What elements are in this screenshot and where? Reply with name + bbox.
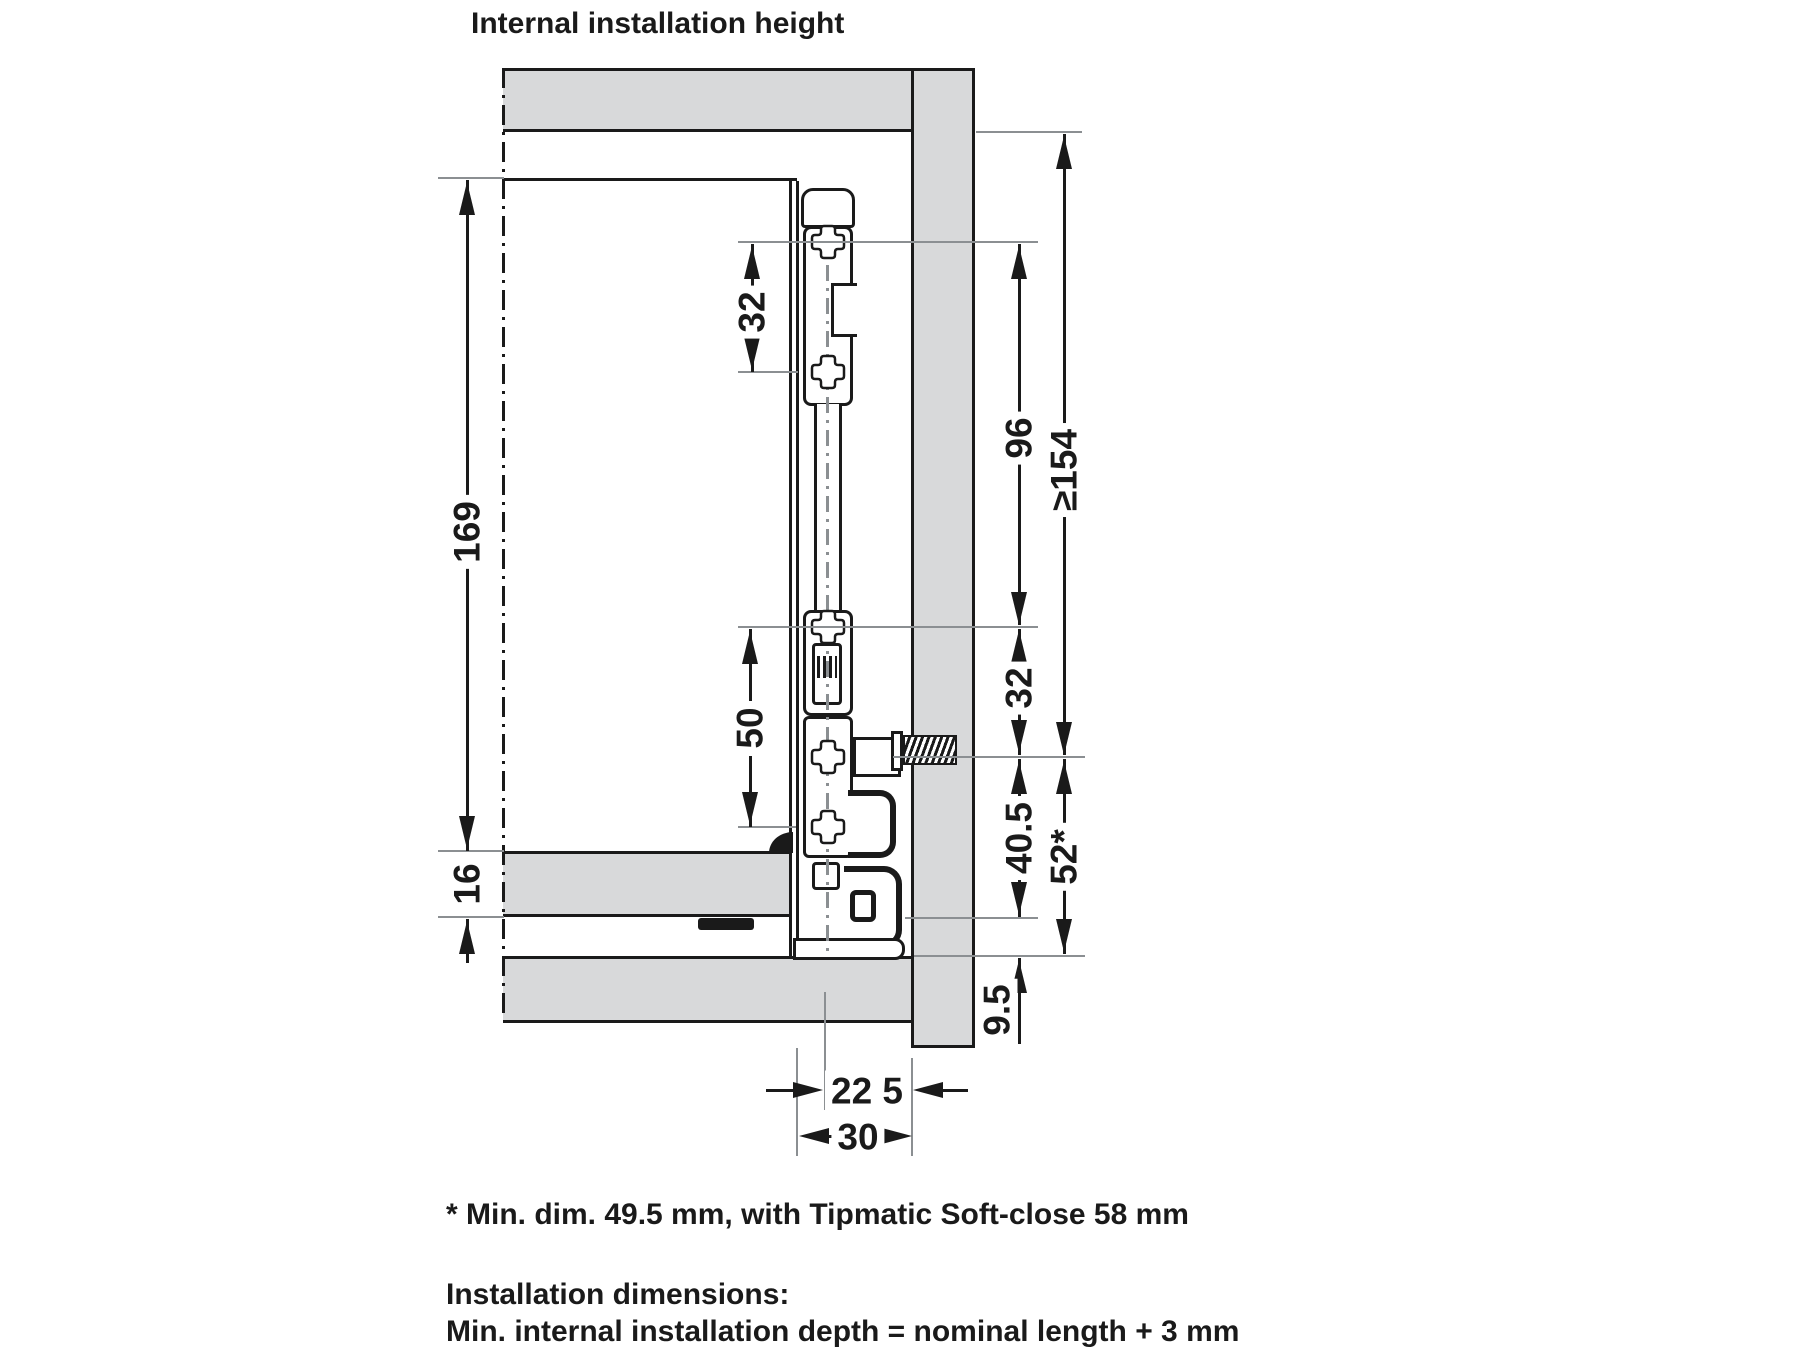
lower-hook (844, 866, 902, 948)
tick-base-top (438, 850, 504, 852)
section-centerline (502, 68, 505, 1013)
tick-base-bottom (438, 916, 504, 918)
top-panel (503, 68, 914, 132)
dim-label-16: 16 (447, 857, 488, 910)
lower-hook-curl (850, 890, 876, 922)
dim-label-40-5: 40.5 (999, 796, 1040, 880)
drawer-base-panel (503, 851, 792, 917)
dim-label-22-5: 22 5 (825, 1071, 909, 1112)
dim-label-52: 52* (1044, 823, 1085, 891)
installation-detail: Min. internal installation depth = nominal length + 3 mm (446, 1315, 1240, 1348)
cross-hole-icon (810, 739, 846, 775)
extline-30-left (796, 1048, 798, 1156)
dim-label-9-5: 9.5 (977, 978, 1018, 1041)
tick-side-top (438, 177, 504, 179)
cabinet-bottom-panel (503, 956, 911, 1023)
back-panel (911, 68, 975, 1048)
dim-label-50: 50 (730, 701, 771, 754)
upper-hook (848, 790, 896, 858)
drawer-side-top-edge (503, 178, 797, 181)
refline-hole3 (738, 626, 1038, 628)
refline-base-underside (905, 917, 1038, 919)
screw-thread (903, 735, 957, 765)
refline-screw-axis (893, 756, 1085, 758)
dim-label-96: 96 (999, 411, 1040, 464)
base-fillet (769, 832, 793, 853)
screw-flange (891, 731, 903, 771)
dim-label-32-rear: 32 (999, 661, 1040, 714)
runner-foot (793, 938, 905, 960)
diagram-title: Internal installation height (471, 7, 845, 40)
refline-hole5 (738, 826, 796, 828)
footnote: * Min. dim. 49.5 mm, with Tipmatic Soft-close 58 mm (446, 1198, 1189, 1231)
refline-bottom-panel-top (914, 955, 1085, 957)
cross-hole-icon (810, 354, 846, 390)
dim-label-154: ≥154 (1044, 423, 1085, 517)
fixing-plate-notch (831, 283, 857, 337)
refline-hole2 (738, 371, 798, 373)
dim-label-169: 169 (447, 495, 488, 569)
base-clip (698, 918, 754, 930)
refline-top-panel (976, 131, 1082, 133)
refline-hole1 (738, 241, 1038, 243)
profile-top-cap (801, 188, 855, 228)
cross-hole-icon (810, 809, 846, 845)
installation-heading: Installation dimensions: (446, 1278, 790, 1311)
dim-label-32-upper: 32 (732, 285, 773, 338)
dim-label-30: 30 (831, 1117, 884, 1158)
